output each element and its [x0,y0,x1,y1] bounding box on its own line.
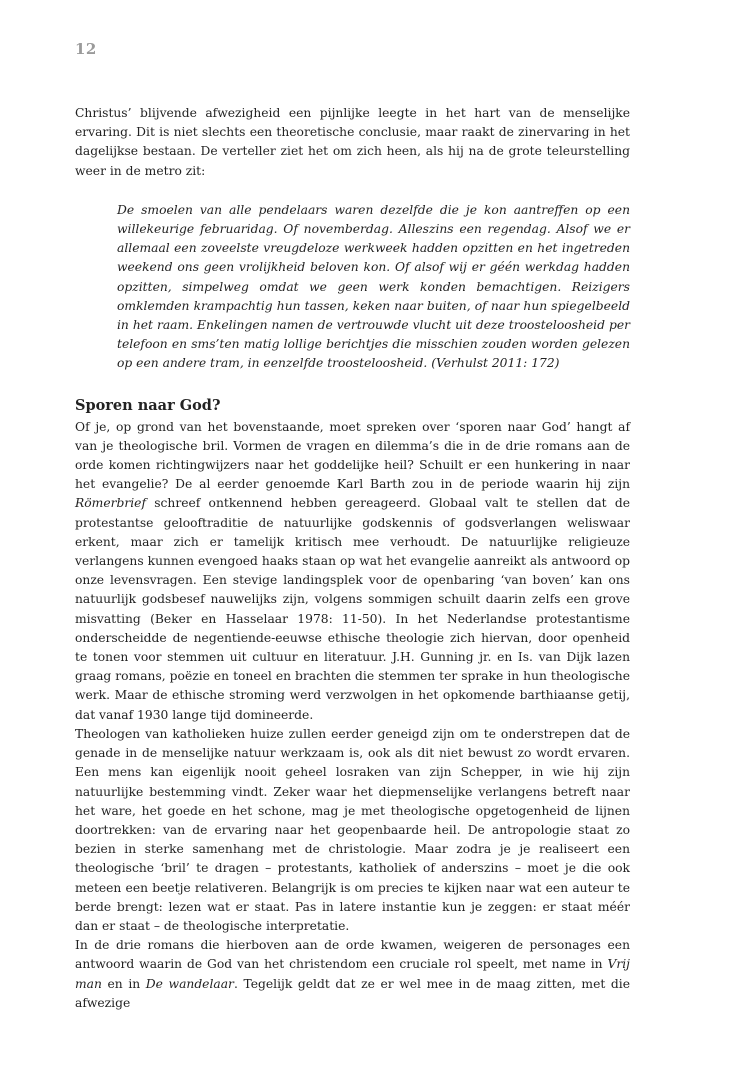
intro-paragraph: Christus’ blijvende afwezigheid een pijnlijke leegte in het hart van de menselijke ervaring. Dit is niet slechts een theoretische conclusie, maar raakt de zinervaring in het dagelijkse bestaan. De verteller ziet het om zich heen, als hij na de grote teleurstelling weer in de metro zit: [75,106,630,178]
section-paragraph-3 [75,936,630,1013]
paragraph-text: schreef ontkennend hebben gereageerd. Globaal valt te stellen dat de protestantse gelooftraditie de natuurlijke godskennis of godsverlangen weliswaar erkent, maar zich er tamelijk kritisch mee verhoudt. De natuurlijke religieuze verlangens kunnen evengoed haaks staan op wat het evangelie aanreikt als antwoord op onze levensvragen. Een stevige landingsplek voor de openbaring ‘van boven’ kan ons natuurlijk godsbesef nauwelijks zijn, volgens sommigen schuilt daarin zelfs een grove misvatting (Beker en Hasselaar 1978: 11-50). In het Nederlandse protestantisme onderscheidde de negentiende-eeuwse ethische theologie zich hiervan, door openheid te tonen voor stemmen uit cultuur en literatuur. J.H. Gunning jr. en Is. van Dijk lazen graag romans, poëzie en toneel en brachten die stemmen ter sprake in hun theologische werk. Maar de ethische stroming werd verzwolgen in het opkomende barthiaanse getij, dat vanaf 1930 lange tijd domineerde. [75,496,630,722]
paragraph-text: en in [101,976,146,991]
page-body [75,104,630,1013]
section-paragraph-2: Theologen van katholieken huize zullen eerder geneigd zijn om te onderstrepen dat de genade in de menselijke natuur werkzaam is, ook als dit niet bewust zo wordt ervaren. Een mens kan eigenlijk nooit geheel losraken van zijn Schepper, in wie hij zijn natuurlijke bestemming vindt. Zeker waar het diepmenselijke verlangens betreft naar het ware, het goede en het schone, mag je met theologische opgetogenheid de lijnen doortrekken: van de ervaring naar het geopenbaarde heil. De antropologie staat zo bezien in sterke samenhang met de christologie. Maar zodra je je realiseert een theologische ‘bril’ te dragen – protestants, katholiek of anderszins – moet je die ook meteen een beetje relativeren. Belangrijk is om precies te kijken naar wat een auteur te berde brengt: lezen wat er staat. Pas in latere instantie kun je zeggen: er staat méér dan er staat – de theologische interpretatie. [75,726,630,933]
page-number: 12 [75,40,97,58]
paragraph-text: Of je, op grond van het bovenstaande, moet spreken over ‘sporen naar God’ hangt af van je theologische bril. Vormen de vragen en dilemma’s die in de drie romans aan de orde komen richtingwijzers naar het goddelijke heil? Schuilt er een hunkering in naar het evangelie? De al eerder genoemde Karl Barth zou in de periode waarin hij zijn [75,419,630,492]
book-title-vrij-man: Vrij man [75,957,630,991]
paragraph-text: In de drie romans die hierboven aan de orde kwamen, weigeren de personages een antwoord waarin de God van het christendom een cruciale rol speelt, met name in [75,938,630,972]
book-title-de-wandelaar: De wandelaar [145,976,234,991]
section-paragraph-1 [75,418,630,725]
block-quote: De smoelen van alle pendelaars waren dezelfde die je kon aantreffen op een willekeurige februaridag. Of novemberdag. Alleszins een regendag. Alsof we er allemaal een zoveelste vreugdeloze werkweek hadden opzitten en het ingetreden weekend ons geen vrolijkheid beloven kon. Of alsof wij er géén werkdag hadden opzitten, simpelweg omdat we geen werk konden bemachtigen. Reizigers omklemden krampachtig hun tassen, keken naar buiten, of naar hun spiegelbeeld in het raam. Enkelingen namen de vertrouwde vlucht uit deze troosteloosheid per telefoon en sms’ten matig lollige berichtjes die misschien zouden worden gelezen op een andere tram, in eenzelfde troosteloosheid. (Verhulst 2011: 172) [117,202,630,371]
paragraph-text: . Tegelijk geldt dat ze er wel mee in de maag zitten, met die afwezige [75,976,630,1010]
section-heading: Sporen naar God? [75,396,221,414]
book-title-romerbrief: Römerbrief [75,496,146,511]
